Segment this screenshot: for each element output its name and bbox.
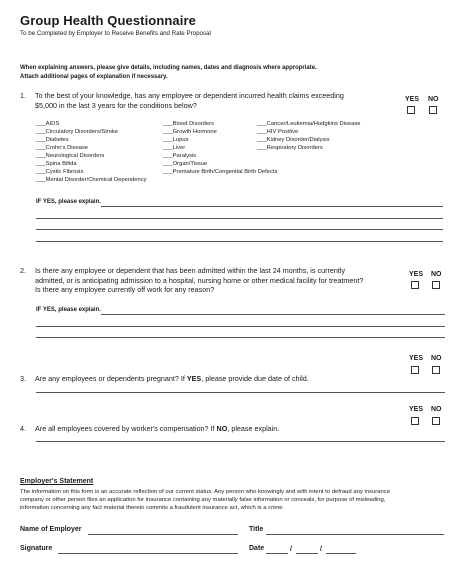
q3-answer-line[interactable]: [36, 392, 445, 393]
condition-item: ___Diabetes: [36, 137, 69, 143]
no-label: NO: [428, 96, 439, 103]
q2-explain-line[interactable]: [36, 326, 445, 327]
q4-answer-line[interactable]: [36, 441, 445, 442]
page-title: Group Health Questionnaire: [20, 13, 196, 28]
instruction-line: When explaining answers, please give details, including names, dates and diagnosis where appropriate.: [20, 65, 317, 71]
yes-label: YES: [409, 355, 424, 362]
title-field[interactable]: [266, 534, 444, 535]
condition-item: ___Organ/Tissue: [163, 161, 208, 167]
no-label: NO: [431, 271, 442, 278]
statement-text: company or other person files an application for insurance containing any materially false information or conceals, for purpose of misleading,: [20, 497, 386, 503]
q1-explain-line[interactable]: [36, 241, 443, 242]
condition-item: ___Respiratory Disorders: [257, 145, 323, 151]
condition-item: ___Circulatory Disorders/Stroke: [36, 129, 119, 135]
condition-item: ___Kidney Disorder/Dialysis: [257, 137, 330, 143]
q1-yes-checkbox[interactable]: [407, 106, 415, 114]
employer-name-label: Name of Employer: [20, 526, 82, 533]
q2-explain-line[interactable]: [36, 337, 445, 338]
q1-explain-line[interactable]: [36, 218, 443, 219]
condition-item: ___Lupus: [163, 137, 189, 143]
date-year-field[interactable]: [326, 553, 356, 554]
yes-label: YES: [409, 406, 424, 413]
question-3-number: 3.: [20, 374, 26, 383]
date-month-field[interactable]: [266, 553, 288, 554]
date-label: Date: [249, 545, 265, 552]
question-3-text: Are any employees or dependents pregnant? If YES, please provide due date of child.: [35, 374, 309, 383]
q3-yes-checkbox[interactable]: [411, 366, 419, 374]
condition-item: ___Cystic Fibrosis: [36, 169, 84, 175]
no-label: NO: [431, 355, 442, 362]
condition-item: ___HIV Positive: [257, 129, 299, 135]
condition-item: ___Mental Disorder/Chemical Dependency: [36, 177, 147, 183]
condition-item: ___Liver: [163, 145, 186, 151]
q3-no-checkbox[interactable]: [432, 366, 440, 374]
condition-item: ___Neurological Disorders: [36, 153, 105, 159]
q1-explain-line[interactable]: [101, 206, 443, 207]
question-4-text: Are all employees covered by worker's compensation? If NO, please explain.: [35, 424, 280, 433]
signature-label: Signature: [20, 545, 53, 552]
question-4-number: 4.: [20, 424, 26, 433]
yes-label: YES: [405, 96, 420, 103]
statement-text: The information on this form is an accurate reflection of our current status. Any person who knowingly and with intent to defraud any insurance: [20, 489, 390, 495]
condition-item: ___Growth Hormone: [163, 129, 217, 135]
q2-yes-checkbox[interactable]: [411, 281, 419, 289]
no-label: NO: [431, 406, 442, 413]
date-day-field[interactable]: [296, 553, 318, 554]
condition-item: ___AIDS: [36, 121, 60, 127]
yes-label: YES: [409, 271, 424, 278]
statement-text: information concerning any fact material thereto commits a fraudulent insurance act, which is a crime.: [20, 505, 285, 511]
q1-no-checkbox[interactable]: [429, 106, 437, 114]
date-separator: /: [320, 546, 322, 553]
q2-explain-line[interactable]: [101, 314, 445, 315]
condition-item: ___Paralysis: [163, 153, 197, 159]
signature-field[interactable]: [58, 553, 238, 554]
statement-heading: Employer's Statement: [20, 478, 94, 485]
condition-item: ___Spina Bifida: [36, 161, 77, 167]
question-2-number: 2.: [20, 266, 26, 275]
question-2-text: Is there any employee or dependent that has been admitted within the last 24 months, is currently admitted, or is anticipating admission to a hospital, nursing home or other medical facility for treatment? Is there any employee currently off work for any reason?: [35, 266, 364, 295]
instruction-line: Attach additional pages of explanation if necessary.: [20, 74, 168, 80]
employer-name-field[interactable]: [88, 534, 238, 535]
condition-item: ___Blood Disorders: [163, 121, 214, 127]
q2-no-checkbox[interactable]: [432, 281, 440, 289]
date-separator: /: [290, 546, 292, 553]
condition-item: ___Premature Birth/Congenital Birth Defects: [163, 169, 278, 175]
question-1-number: 1.: [20, 91, 26, 100]
q4-yes-checkbox[interactable]: [411, 417, 419, 425]
title-label: Title: [249, 526, 264, 533]
q4-no-checkbox[interactable]: [432, 417, 440, 425]
q2-explain-label: IF YES, please explain.: [36, 307, 101, 313]
question-1-text: To the best of your knowledge, has any employee or dependent incurred health claims exceeding $5,000 in the last 3 years for the conditions below?: [35, 91, 344, 110]
q1-explain-line[interactable]: [36, 229, 443, 230]
condition-item: ___Crohn's Disease: [36, 145, 89, 151]
page-subtitle: To be Completed by Employer to Receive Benefits and Rate Proposal: [20, 30, 211, 37]
condition-item: ___Cancer/Leukemia/Hodgkins Disease: [257, 121, 361, 127]
q1-explain-label: IF YES, please explain.: [36, 199, 101, 205]
